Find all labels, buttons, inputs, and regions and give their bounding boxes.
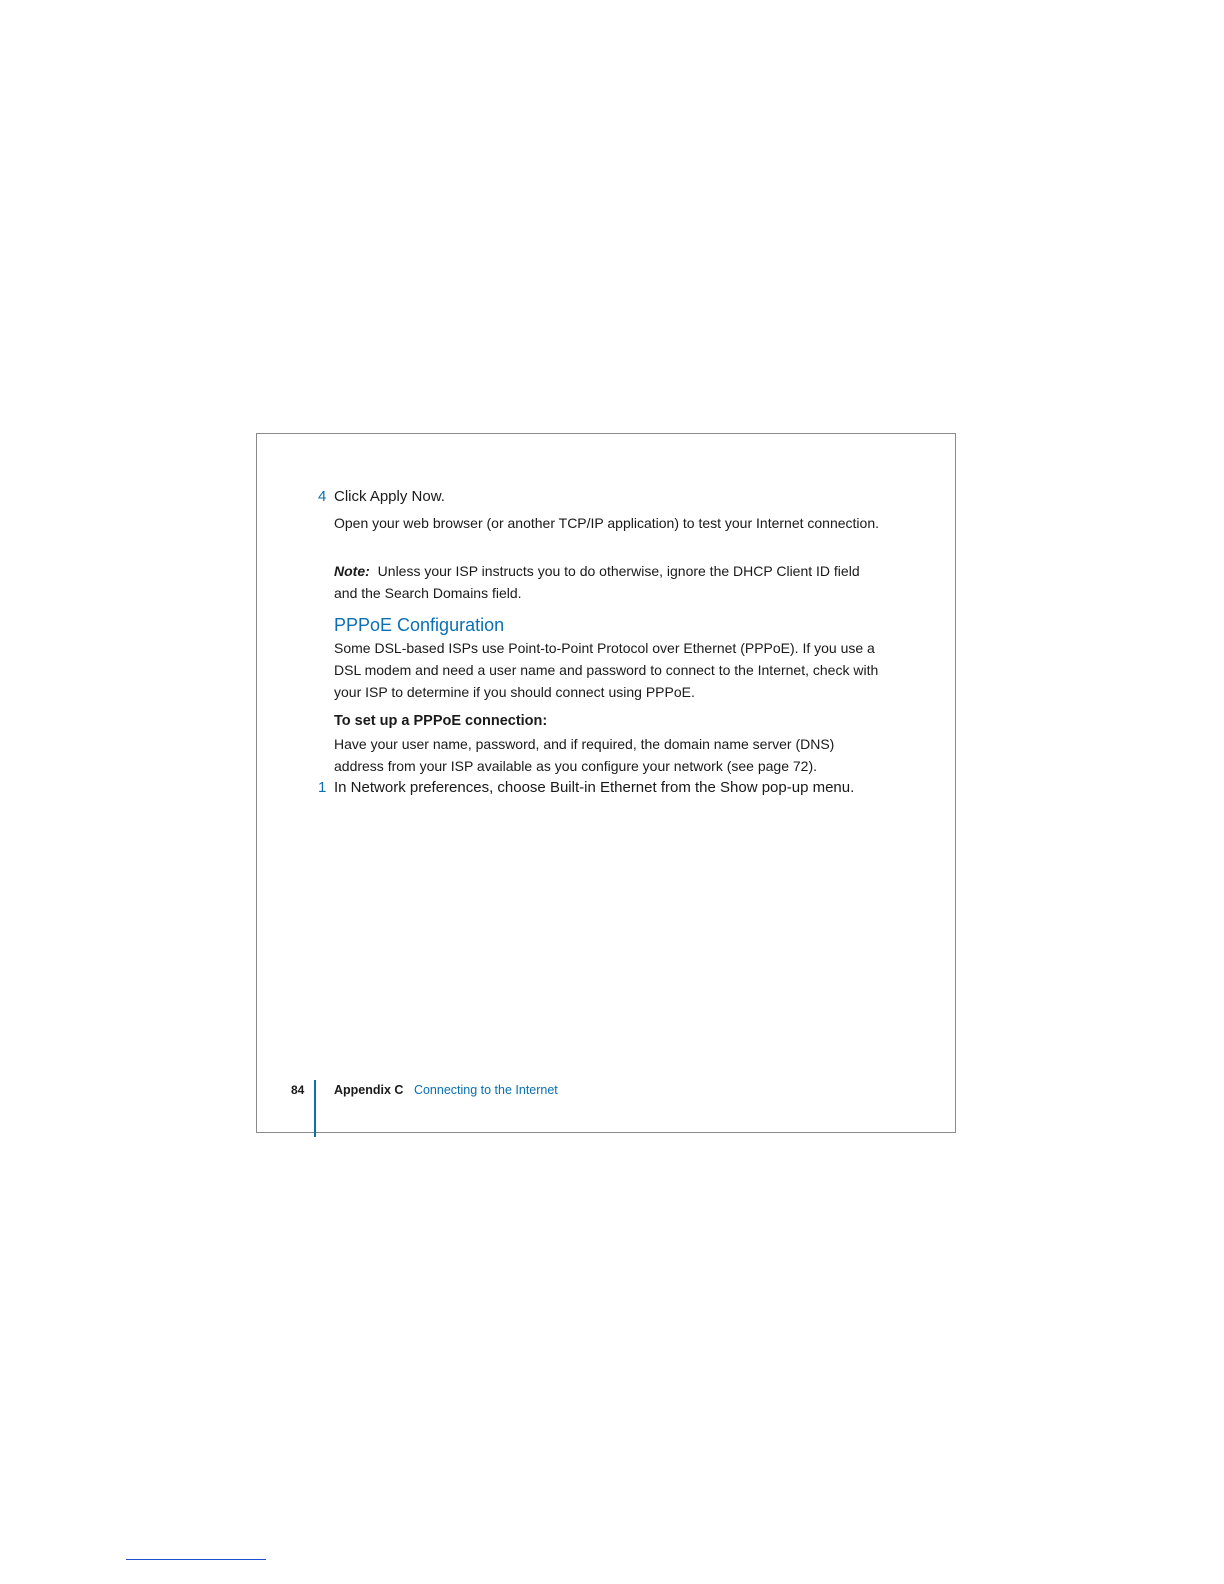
footer-divider bbox=[314, 1080, 316, 1137]
footnote-rule bbox=[126, 1559, 266, 1560]
running-footer bbox=[334, 1081, 558, 1099]
note-text: Unless your ISP instructs you to do otherwise, ignore the DHCP Client ID field and the Search Domains field. bbox=[334, 563, 860, 601]
step-text: In Network preferences, choose Built-in Ethernet from the Show pop-up menu. bbox=[334, 779, 855, 796]
step-1 bbox=[318, 777, 855, 799]
note-label: Note: bbox=[334, 563, 370, 579]
step-number: 1 bbox=[318, 779, 327, 796]
paragraph-prerequisites: Have your user name, password, and if required, the domain name server (DNS) address from your ISP available as you configure your network (see page 72). bbox=[334, 736, 835, 774]
section-heading: PPPoE Configuration bbox=[334, 615, 505, 635]
footer-appendix: Appendix C bbox=[334, 1083, 404, 1097]
step-text: Click Apply Now. bbox=[334, 488, 445, 505]
page-number: 84 bbox=[291, 1083, 305, 1097]
step-4 bbox=[318, 486, 445, 508]
task-heading: To set up a PPPoE connection: bbox=[334, 713, 548, 729]
note-paragraph bbox=[334, 560, 879, 604]
step-number: 4 bbox=[318, 488, 327, 505]
paragraph-test-browser: Open your web browser (or another TCP/IP application) to test your Internet connection. bbox=[334, 515, 879, 531]
paragraph-pppoe-intro: Some DSL-based ISPs use Point-to-Point Protocol over Ethernet (PPPoE). If you use a DSL modem and need a user name and password to connect to the Internet, check with your ISP to determine if you should connect using PPPoE. bbox=[334, 640, 879, 700]
footer-chapter-title: Connecting to the Internet bbox=[413, 1083, 558, 1097]
